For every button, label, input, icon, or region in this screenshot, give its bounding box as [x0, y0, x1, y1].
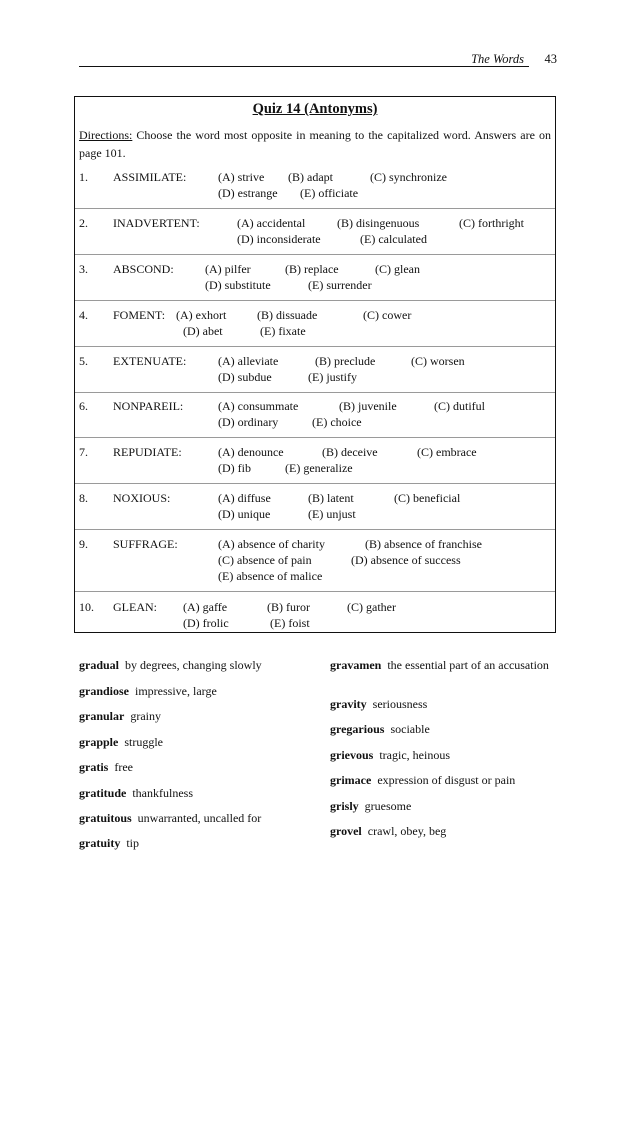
answer-option: (E) generalize	[285, 461, 353, 475]
directions	[79, 126, 551, 162]
glossary-term: gravamen	[330, 658, 382, 672]
running-title: The Words	[471, 52, 524, 66]
glossary-term: granular	[79, 709, 125, 723]
glossary-definition: unwarranted, uncalled for	[131, 811, 262, 825]
question-word: NONPAREIL:	[113, 399, 184, 413]
glossary-term: gradual	[79, 658, 120, 672]
answer-option: (E) officiate	[300, 186, 359, 200]
question-number: 4.	[79, 308, 88, 322]
answer-option: (C) cower	[363, 308, 412, 322]
quiz-box	[74, 96, 556, 633]
quiz-title: Quiz 14 (Antonyms)	[252, 101, 378, 117]
question-number: 6.	[79, 399, 88, 413]
answer-option: (D) absence of success	[351, 553, 461, 567]
answer-option: (E) fixate	[260, 324, 306, 338]
glossary-definition: tip	[120, 836, 139, 850]
answer-option: (A) alleviate	[218, 354, 279, 368]
glossary-entry	[79, 786, 319, 801]
question-divider	[75, 254, 555, 255]
glossary-definition: impressive, large	[129, 684, 217, 698]
glossary-entry	[79, 658, 319, 673]
answer-option: (D) abet	[183, 324, 223, 338]
glossary-entry	[79, 811, 319, 826]
answer-option: (D) subdue	[218, 370, 272, 384]
header-rule	[79, 66, 529, 67]
answer-option: (B) latent	[308, 491, 354, 505]
answer-option: (D) unique	[218, 507, 271, 521]
glossary-term: grisly	[330, 799, 359, 813]
glossary-entry	[330, 748, 560, 763]
glossary-entry	[330, 722, 560, 737]
answer-option: (C) worsen	[411, 354, 465, 368]
answer-option: (D) estrange	[218, 186, 278, 200]
glossary-definition: thankfulness	[126, 786, 193, 800]
answer-option: (B) juvenile	[339, 399, 397, 413]
glossary-term: gratitude	[79, 786, 127, 800]
glossary-term: grievous	[330, 748, 374, 762]
question-number: 9.	[79, 537, 88, 551]
question-word: NOXIOUS:	[113, 491, 171, 505]
glossary-definition: crawl, obey, beg	[361, 824, 447, 838]
page-header	[79, 52, 557, 68]
answer-option: (C) glean	[375, 262, 420, 276]
question-word: ASSIMILATE:	[113, 170, 187, 184]
glossary-term: gravity	[330, 697, 367, 711]
answer-option: (D) inconsiderate	[237, 232, 321, 246]
glossary-entry	[330, 697, 560, 712]
answer-option: (D) ordinary	[218, 415, 279, 429]
answer-option: (E) absence of malice	[218, 569, 323, 583]
answer-option: (D) fib	[218, 461, 251, 475]
glossary-definition: grainy	[124, 709, 161, 723]
glossary-definition: gruesome	[358, 799, 412, 813]
answer-option: (C) dutiful	[434, 399, 485, 413]
glossary-term: gregarious	[330, 722, 385, 736]
glossary-definition: tragic, heinous	[373, 748, 450, 762]
answer-option: (E) surrender	[308, 278, 372, 292]
question-number: 8.	[79, 491, 88, 505]
answer-option: (A) diffuse	[218, 491, 271, 505]
answer-option: (B) preclude	[315, 354, 376, 368]
answer-option: (B) disingenuous	[337, 216, 420, 230]
question-word: GLEAN:	[113, 600, 157, 614]
answer-option: (C) gather	[347, 600, 396, 614]
answer-option: (B) adapt	[288, 170, 333, 184]
answer-option: (A) exhort	[176, 308, 227, 322]
question-word: INADVERTENT:	[113, 216, 200, 230]
answer-option: (C) synchronize	[370, 170, 447, 184]
question-number: 3.	[79, 262, 88, 276]
question-divider	[75, 300, 555, 301]
answer-option: (B) dissuade	[257, 308, 318, 322]
answer-option: (C) forthright	[459, 216, 524, 230]
answer-option: (B) replace	[285, 262, 339, 276]
page-number: 43	[544, 52, 557, 66]
glossary-definition: the essential part of an accusation	[381, 658, 549, 672]
glossary-entry	[79, 709, 319, 724]
answer-option: (A) absence of charity	[218, 537, 325, 551]
glossary-definition: struggle	[118, 735, 164, 749]
question-word: REPUDIATE:	[113, 445, 182, 459]
glossary-term: grimace	[330, 773, 372, 787]
glossary-entry	[79, 760, 319, 775]
answer-option: (D) substitute	[205, 278, 271, 292]
answer-option: (A) accidental	[237, 216, 306, 230]
answer-option: (A) gaffe	[183, 600, 228, 614]
answer-option: (D) frolic	[183, 616, 229, 630]
answer-option: (C) absence of pain	[218, 553, 312, 567]
directions-text: Choose the word most opposite in meaning to the capitalized word. Answers are on page 101.	[79, 128, 551, 160]
answer-option: (E) justify	[308, 370, 357, 384]
glossary-definition: free	[108, 760, 133, 774]
question-word: EXTENUATE:	[113, 354, 187, 368]
glossary-term: grandiose	[79, 684, 130, 698]
question-word: FOMENT:	[113, 308, 166, 322]
answer-option: (A) pilfer	[205, 262, 251, 276]
glossary-term: gratis	[79, 760, 109, 774]
question-number: 10.	[79, 600, 94, 614]
glossary-entry	[79, 684, 319, 699]
answer-option: (B) deceive	[322, 445, 378, 459]
question-number: 1.	[79, 170, 88, 184]
glossary-definition: sociable	[384, 722, 430, 736]
answer-option: (E) choice	[312, 415, 362, 429]
glossary-definition: seriousness	[366, 697, 428, 711]
question-divider	[75, 437, 555, 438]
glossary-entry	[79, 836, 319, 851]
glossary-entry	[330, 799, 560, 814]
glossary-entry	[330, 658, 560, 673]
answer-option: (C) embrace	[417, 445, 477, 459]
glossary-entry	[79, 735, 319, 750]
answer-option: (E) unjust	[308, 507, 356, 521]
question-number: 5.	[79, 354, 88, 368]
glossary-entry	[330, 824, 560, 839]
answer-option: (A) denounce	[218, 445, 284, 459]
question-divider	[75, 346, 555, 347]
question-number: 7.	[79, 445, 88, 459]
glossary-term: grovel	[330, 824, 362, 838]
question-divider	[75, 483, 555, 484]
answer-option: (B) absence of franchise	[365, 537, 482, 551]
answer-option: (A) consummate	[218, 399, 299, 413]
answer-option: (E) calculated	[360, 232, 427, 246]
answer-option: (A) strive	[218, 170, 265, 184]
glossary-term: gratuitous	[79, 811, 132, 825]
glossary-definition: by degrees, changing slowly	[119, 658, 262, 672]
question-divider	[75, 591, 555, 592]
question-divider	[75, 529, 555, 530]
directions-label: Directions:	[79, 128, 133, 142]
answer-option: (E) foist	[270, 616, 310, 630]
question-word: SUFFRAGE:	[113, 537, 178, 551]
glossary-entry	[330, 773, 560, 788]
glossary-term: gratuity	[79, 836, 121, 850]
glossary-term: grapple	[79, 735, 119, 749]
answer-option: (C) beneficial	[394, 491, 461, 505]
question-number: 2.	[79, 216, 88, 230]
question-word: ABSCOND:	[113, 262, 174, 276]
answer-option: (B) furor	[267, 600, 310, 614]
question-divider	[75, 392, 555, 393]
glossary-definition: expression of disgust or pain	[371, 773, 516, 787]
question-divider	[75, 208, 555, 209]
